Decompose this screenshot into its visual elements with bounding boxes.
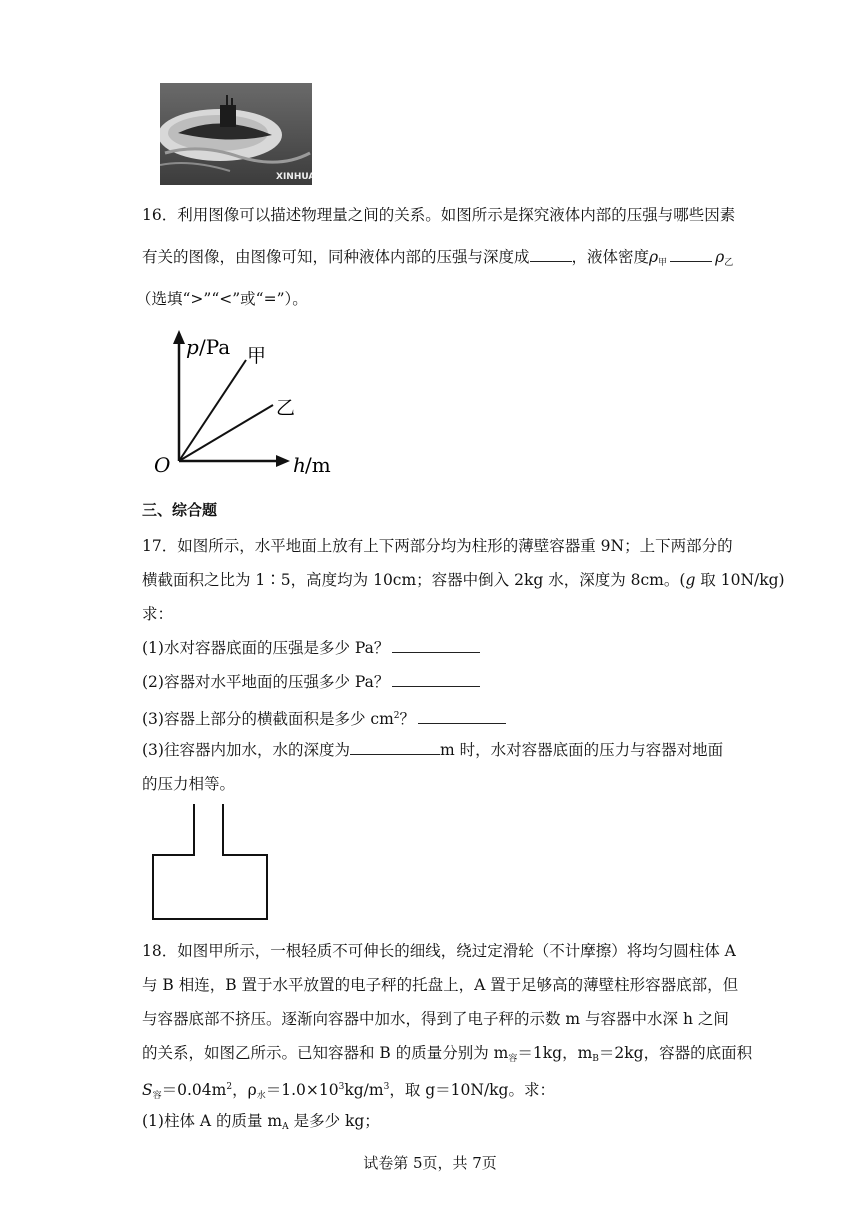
y-axis-unit: /Pa [199,335,231,359]
section-title: 三、综合题 [142,501,218,519]
q17-part2: (2)容器对水平地面的压强多少 Pa？ [142,672,480,692]
x-axis-unit: /m [305,453,331,474]
q17-part3: (3)容器上部分的横截面积是多少 $cm^2$？ [142,706,506,729]
submarine-photo [160,83,312,185]
q16-line1: 16．利用图像可以描述物理量之间的关系。如图所示是探究液体内部的压强与哪些因素 [142,206,736,224]
q17-blank-4[interactable] [350,740,440,755]
x-axis-var: h [293,453,306,474]
y-axis-var: p [186,335,199,359]
x-axis-arrow [276,455,290,467]
q16-line2: 有关的图像，由图像可知，同种液体内部的压强与深度成 ，液体密度$\rho_甲$ $\rho_乙$ [142,248,734,268]
label-yi: 乙 [276,397,296,419]
pressure-depth-graph [150,326,340,474]
q18-part1: (1)柱体 A 的质量 $m_A$ 是多少 kg； [142,1112,380,1132]
q17-part4: (3)往容器内加水，水的深度为 m 时，水对容器底面的压力与容器对地面 [142,741,724,759]
y-axis-arrow [173,330,185,344]
photo-watermark: XINHUA [276,172,312,182]
q18-line1: 18．如图甲所示，一根轻质不可伸长的细线，绕过定滑轮（不计摩擦）将均匀圆柱体 A [142,942,736,960]
q17-blank-1[interactable] [392,638,480,653]
container-outline [153,804,267,919]
label-jia: 甲 [247,345,267,367]
q16-line3: （选填“>”“<”或“=”）。 [136,290,308,308]
q17-part1: (1)水对容器底面的压强是多少 Pa？ [142,638,480,658]
page-footer: 试卷第 5页，共 7页 [363,1154,497,1172]
q16-blank-1[interactable] [530,247,572,262]
q17-line2: 横截面积之比为 1∶5，高度均为 10cm；容器中倒入 2kg 水，深度为 8cm。(g 取 10N/kg) [142,571,785,589]
q17-line3: 求： [142,605,174,623]
q18-line5: $S_容=0.04m^2$，$\rho_水=1.0\times 10^3kg/m^3$，取 g＝10N/kg。求： [142,1081,555,1101]
line-yi [179,405,273,461]
line-jia [179,360,246,461]
q18-line2: 与 B 相连，B 置于水平放置的电子秤的托盘上，A 置于足够高的薄壁柱形容器底部，但 [142,976,739,994]
q17-part4-cont: 的压力相等。 [142,775,236,793]
q16-blank-2[interactable] [670,247,712,262]
q18-line4: 的关系，如图乙所示。已知容器和 B 的质量分别为 $m_容=1kg$，$m_B=2kg$，容器的底面积 [142,1044,753,1064]
q17-line1: 17．如图所示，水平地面上放有上下两部分均为柱形的薄壁容器重 9N；上下两部分的 [142,537,733,555]
q17-blank-2[interactable] [392,672,480,687]
container-figure [150,802,272,922]
origin-label: O [154,453,171,474]
q17-blank-3[interactable] [418,709,506,724]
q18-line3: 与容器底部不挤压。逐渐向容器中加水，得到了电子秤的示数 m 与容器中水深 h 之间 [142,1010,729,1028]
